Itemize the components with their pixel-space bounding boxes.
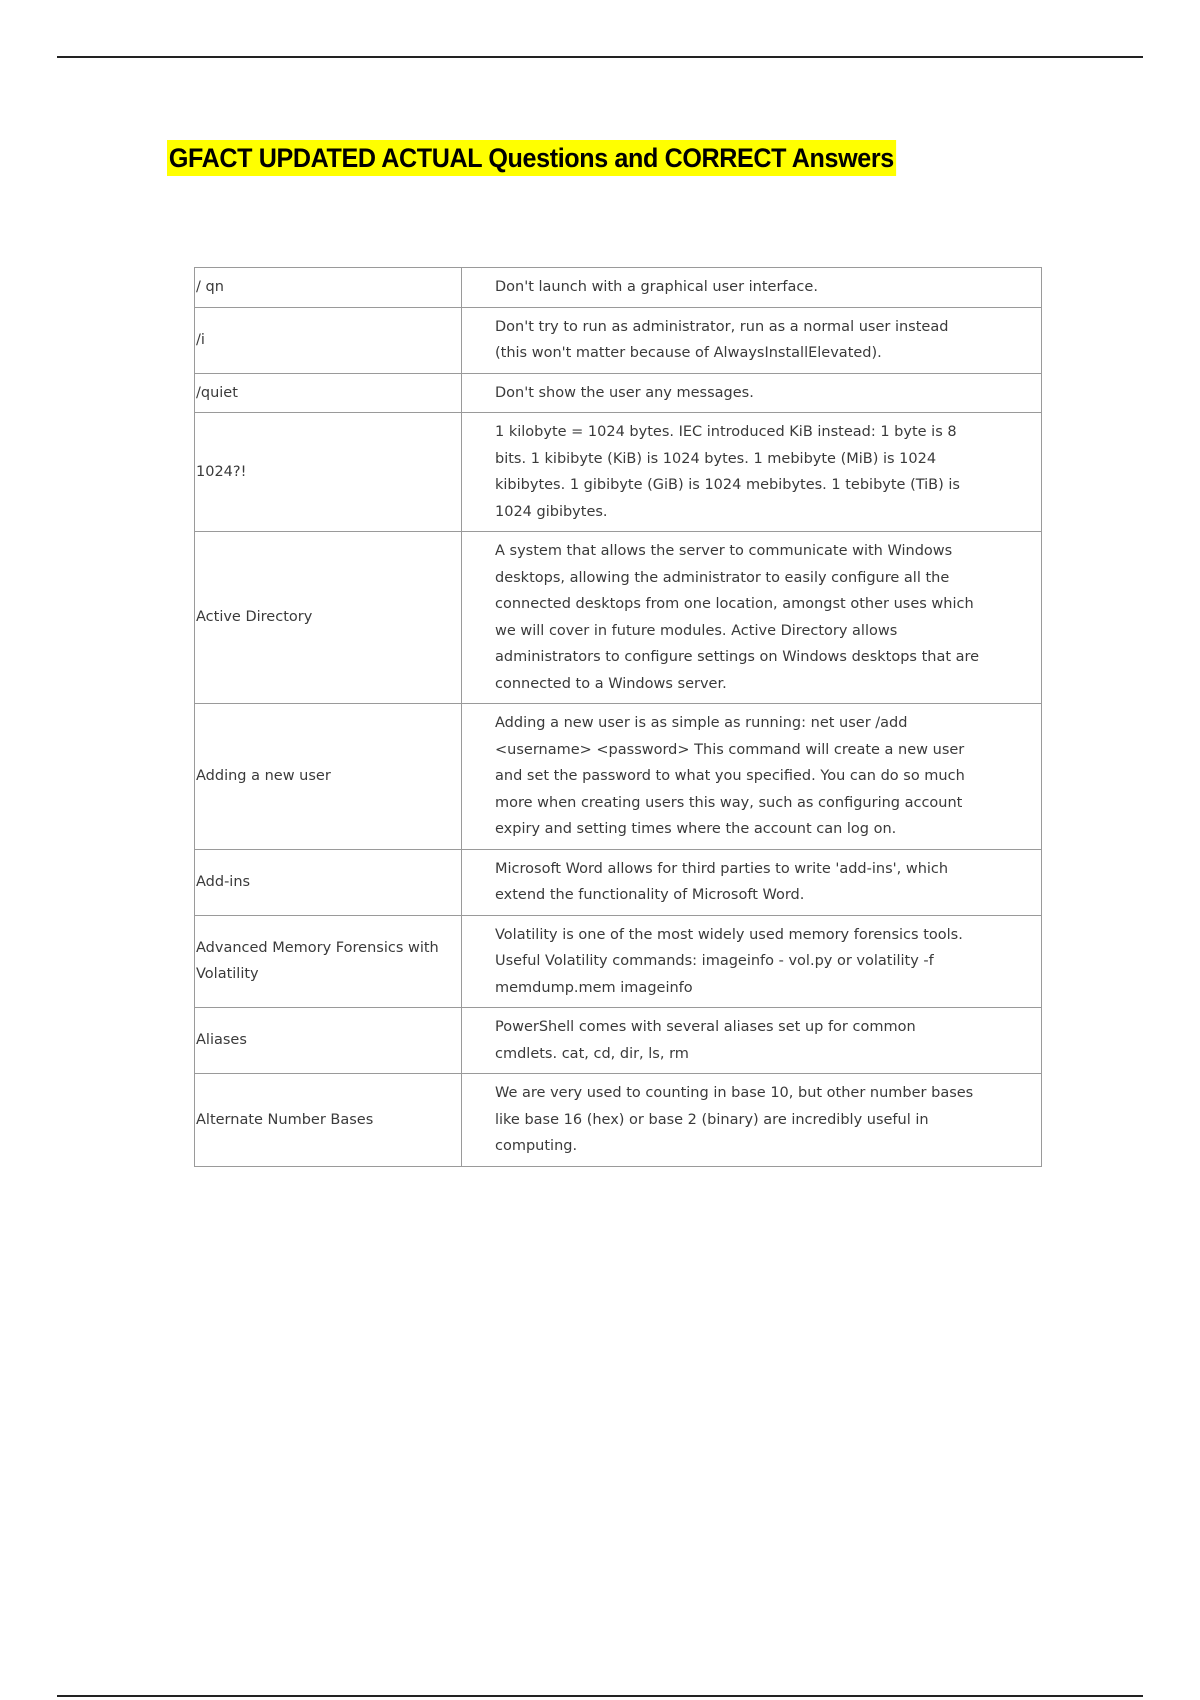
bottom-divider: [57, 1695, 1143, 1697]
term-cell: / qn: [195, 268, 462, 308]
table-row: [195, 532, 1042, 704]
definition-cell: We are very used to counting in base 10, but other number bases like base 16 (hex) or base 2 (binary) are incredibly useful in computing.: [462, 1074, 1042, 1167]
definition-cell: A system that allows the server to communicate with Windows desktops, allowing the administrator to easily configure all the connected desktops from one location, amongst other uses which we will cover in future modules. Active Directory allows administrators to configure settings on Windows desktops that are connected to a Windows server.: [462, 532, 1042, 704]
qa-table: [194, 267, 1042, 1167]
document-title: GFACT UPDATED ACTUAL Questions and CORRECT Answers: [167, 140, 896, 176]
table-row: [195, 307, 1042, 373]
term-cell: Active Directory: [195, 532, 462, 704]
definition-cell: Microsoft Word allows for third parties to write 'add-ins', which extend the functionality of Microsoft Word.: [462, 849, 1042, 915]
table-row: [195, 413, 1042, 532]
definition-cell: Don't launch with a graphical user interface.: [462, 268, 1042, 308]
table-row: [195, 268, 1042, 308]
definition-cell: 1 kilobyte = 1024 bytes. IEC introduced KiB instead: 1 byte is 8 bits. 1 kibibyte (KiB) is 1024 bytes. 1 mebibyte (MiB) is 1024 kibibytes. 1 gibibyte (GiB) is 1024 mebibytes. 1 tebibyte (TiB) is 1024 gibibytes.: [462, 413, 1042, 532]
term-cell: 1024?!: [195, 413, 462, 532]
definition-cell: Adding a new user is as simple as running: net user /add <username> <password> This command will create a new user and set the password to what you specified. You can do so much more when creating users this way, such as configuring account expiry and setting times where the account can log on.: [462, 704, 1042, 850]
title-block: [167, 140, 951, 176]
table-row: [195, 373, 1042, 413]
term-cell: /i: [195, 307, 462, 373]
term-cell: /quiet: [195, 373, 462, 413]
term-cell: Adding a new user: [195, 704, 462, 850]
term-cell: Advanced Memory Forensics with Volatility: [195, 915, 462, 1008]
definition-cell: Volatility is one of the most widely used memory forensics tools. Useful Volatility commands: imageinfo - vol.py or volatility -f memdump.mem imageinfo: [462, 915, 1042, 1008]
top-divider: [57, 56, 1143, 58]
table-row: [195, 849, 1042, 915]
table-row: [195, 704, 1042, 850]
term-cell: Aliases: [195, 1008, 462, 1074]
definition-cell: Don't try to run as administrator, run as a normal user instead (this won't matter because of AlwaysInstallElevated).: [462, 307, 1042, 373]
table-row: [195, 1074, 1042, 1167]
table-row: [195, 1008, 1042, 1074]
table-row: [195, 915, 1042, 1008]
definition-cell: PowerShell comes with several aliases set up for common cmdlets. cat, cd, dir, ls, rm: [462, 1008, 1042, 1074]
term-cell: Alternate Number Bases: [195, 1074, 462, 1167]
definition-cell: Don't show the user any messages.: [462, 373, 1042, 413]
term-cell: Add-ins: [195, 849, 462, 915]
